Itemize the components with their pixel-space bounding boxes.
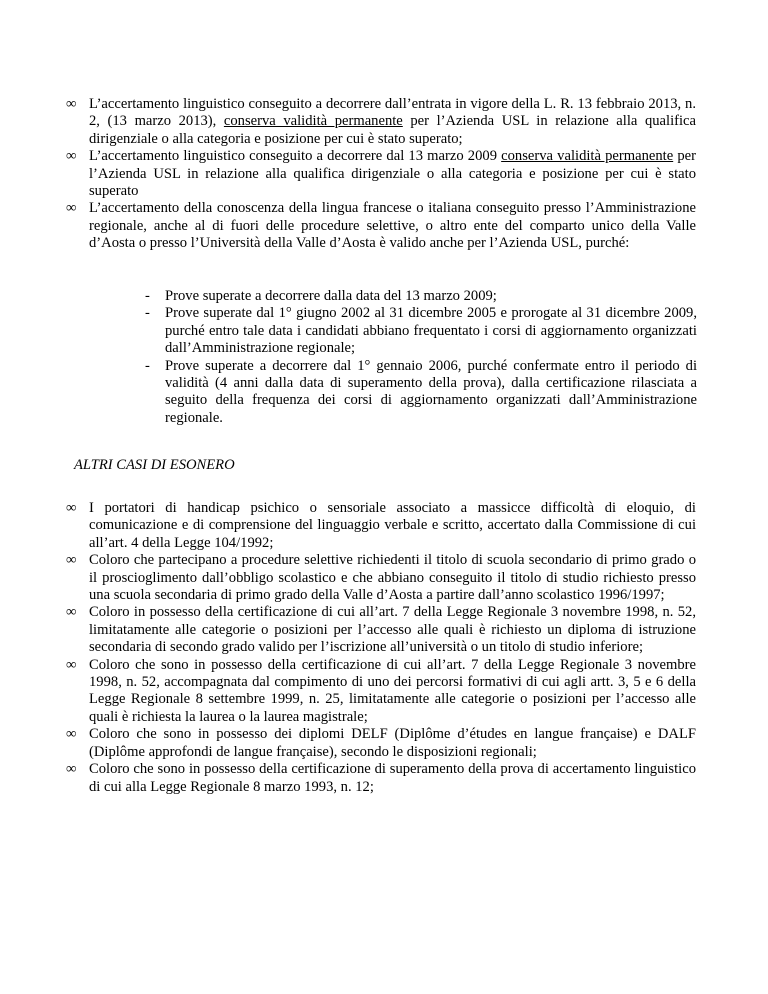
list-item: ∞ L’accertamento della conoscenza della lingua francese o italiana conseguito presso l’Amministrazione regionale, anche al di fuori delle procedure selettive, o altro ente del comparto unico della Valle d’Aosta o presso l’Università della Valle d’Aosta è valido anche per l’Azienda USL, purché: — [66, 200, 696, 252]
list-item: ∞ Coloro che sono in possesso della certificazione di superamento della prova di accertamento linguistico di cui alla Legge Regionale 8 marzo 1993, n. 12; — [66, 761, 696, 795]
list-item: ∞ L’accertamento linguistico conseguito a decorrere dall’entrata in vigore della L. R. 13 febbraio 2013, n. 2, (13 marzo 2013), conserva validità permanente per l’Azienda USL in relazione alla qualifica dirigenziale o alla categoria e posizione per cui è stato superato; — [66, 96, 696, 147]
bullet-symbol: ∞ — [66, 604, 77, 621]
list-item: ∞ Coloro che partecipano a procedure selettive richiedenti il titolo di scuola secondario di primo grado o il proscioglimento dall’obbligo scolastico e che abbiano conseguito il titolo di studio richiesto presso una scuola secondaria di primo grado della Valle d’Aosta a partire dall’anno scolastico 1996/1997; — [66, 552, 696, 604]
dash-symbol: - — [145, 357, 150, 374]
bullet-symbol: ∞ — [66, 500, 77, 516]
conditions-sublist — [145, 288, 697, 427]
dash-symbol: - — [145, 305, 150, 322]
validity-list — [66, 96, 696, 253]
bullet-symbol: ∞ — [66, 200, 77, 217]
list-item: ∞ Coloro in possesso della certificazione di cui all’art. 7 della Legge Regionale 3 novembre 1998, n. 52, limitatamente alle categorie o posizioni per l’accesso alle quali è richiesto un diploma di istruzione secondaria di secondo grado valido per l’iscrizione all’università o un titolo di studio inferiore; — [66, 604, 696, 656]
bullet-symbol: ∞ — [66, 656, 77, 673]
sublist-item: - Prove superate a decorrere dalla data del 13 marzo 2009; — [145, 288, 497, 304]
list-item: ∞ L’accertamento linguistico conseguito a decorrere dal 13 marzo 2009 conserva validità permanente per l’Azienda USL in relazione alla qualifica dirigenziale o alla categoria e posizione per cui è stato superato — [66, 148, 696, 200]
list-item: ∞ I portatori di handicap psichico o sensoriale associato a massicce difficoltà di eloquio, di comunicazione e di comprensione del linguaggio verbale e scritto, accertato dalla Commissione di cui all’art. 4 della Legge 104/1992; — [66, 500, 696, 551]
exemption-list — [66, 500, 696, 796]
underlined-phrase: conserva validità permanente — [223, 113, 403, 130]
sublist-item: - Prove superate a decorrere dal 1° gennaio 2006, purché confermate entro il periodo di validità (4 anni dalla data di superamento della prova), dalla certificazione rilasciata a seguito della frequenza dei corsi di aggiornamento organizzati dall’Amministrazione regionale. — [145, 357, 697, 426]
underlined-phrase: conserva validità permanente — [501, 148, 674, 165]
bullet-symbol: ∞ — [66, 552, 77, 569]
sublist-item: - Prove superate dal 1° giugno 2002 al 31 dicembre 2005 e prorogate al 31 dicembre 2009, purché entro tale data i candidati abbiano frequentato i corsi di aggiornamento organizzati dall’Amministrazione regionale; — [145, 305, 697, 357]
bullet-symbol: ∞ — [66, 96, 77, 112]
list-item: ∞ Coloro che sono in possesso dei diplomi DELF (Diplôme d’études en langue française) e DALF (Diplôme approfondi de langue française), secondo le disposizioni regionali; — [66, 726, 696, 760]
bullet-symbol: ∞ — [66, 761, 77, 778]
bullet-symbol: ∞ — [66, 148, 77, 165]
list-item: ∞ Coloro che sono in possesso della certificazione di cui all’art. 7 della Legge Regionale 3 novembre 1998, n. 52, accompagnata dal compimento di uno dei percorsi formativi di cui agli artt. 3, 5 e 6 della Legge Regionale 8 settembre 1999, n. 25, limitatamente alle categorie o posizioni per l’accesso alle quali è richiesta la laurea o la laurea magistrale; — [66, 656, 696, 725]
section-heading: ALTRI CASI DI ESONERO — [74, 457, 235, 473]
bullet-symbol: ∞ — [66, 726, 77, 743]
dash-symbol: - — [145, 288, 150, 304]
